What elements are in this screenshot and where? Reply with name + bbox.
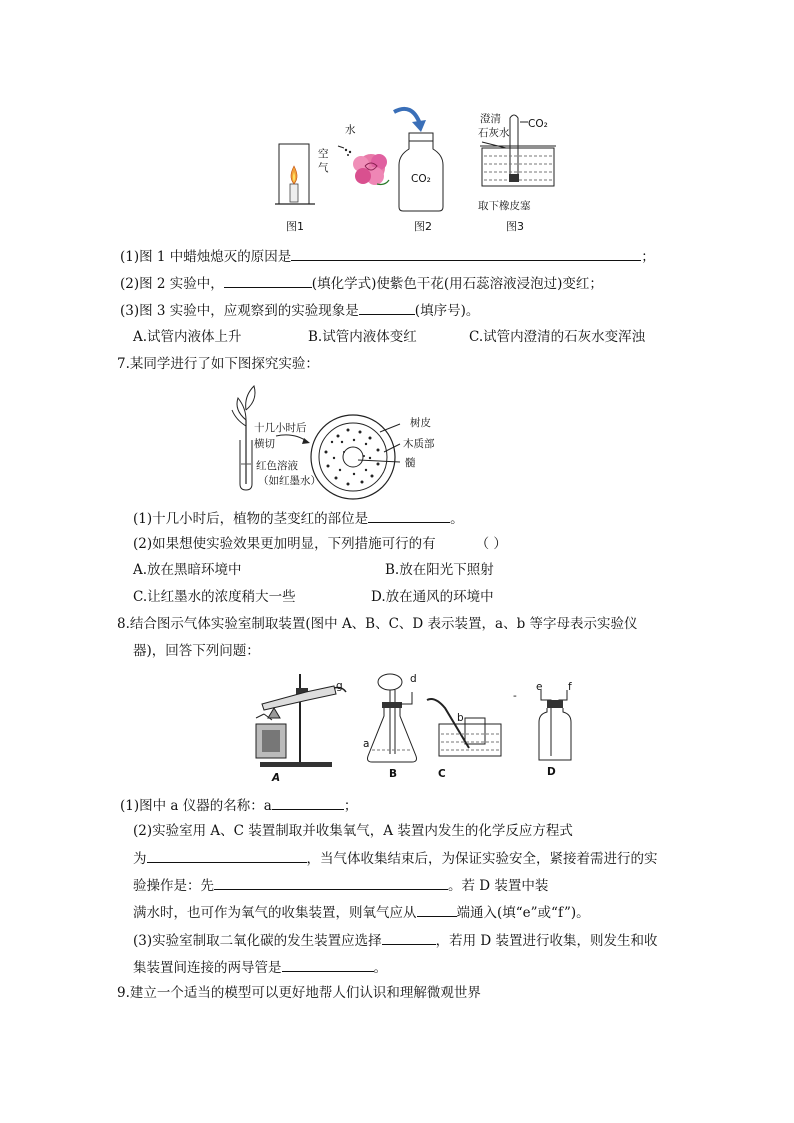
q7-part1-blank[interactable] bbox=[368, 508, 450, 523]
apparatus-label-a: a bbox=[363, 738, 370, 750]
q8-part3-line2-text-b: 。 bbox=[373, 960, 387, 976]
q8-title-line1: 8.结合图示气体实验室制取装置(图中 A、B、C、D 表示装置，a、b 等字母表示实验仪 bbox=[117, 616, 638, 632]
q6-part3 bbox=[120, 300, 479, 320]
q7-label-bark: 树皮 bbox=[410, 417, 431, 429]
q6-part1-blank[interactable] bbox=[291, 246, 641, 261]
fig3-trough-apparatus bbox=[478, 112, 558, 192]
q7-label-red-2: （如红墨水） bbox=[258, 475, 321, 487]
apparatus-label-f: f bbox=[568, 681, 572, 693]
apparatus-d-gas-washing-bottle bbox=[535, 686, 575, 766]
q7-stem-cross-section bbox=[308, 412, 398, 502]
q8-part2-line3 bbox=[133, 875, 548, 895]
apparatus-label-b: b bbox=[457, 712, 464, 724]
q7-title: 7.某同学进行了如下图探究实验： bbox=[117, 356, 319, 372]
q7-part2-answer-paren[interactable]: （ ） bbox=[475, 536, 507, 552]
q8-part2-line4 bbox=[133, 902, 590, 922]
fig3-gas-label: CO₂ bbox=[528, 118, 548, 130]
q8-part3-line2-text-a: 集装置间连接的两导管是 bbox=[133, 960, 282, 976]
q8-title-line2: 器)，回答下列问题： bbox=[133, 643, 260, 659]
q7-part1-end: 。 bbox=[450, 511, 464, 527]
fig3-stopper-label: 取下橡皮塞 bbox=[478, 200, 531, 212]
apparatus-label-c-upper: C bbox=[438, 768, 446, 780]
apparatus-label-d: d bbox=[410, 673, 417, 685]
q8-part3-line1-text-a: (3)实验室制取二氧化碳的发生装置应选择 bbox=[133, 933, 382, 949]
q8-part2-line4-text-b: 端通入(填“e”或“f”)。 bbox=[456, 905, 590, 921]
q8-part2-line4-text-a: 满水时，也可作为氧气的收集装置，则氧气应从 bbox=[133, 905, 417, 921]
apparatus-label-e: e bbox=[536, 681, 543, 693]
fig1-air-bottom: 气 bbox=[318, 162, 329, 174]
q6-option-a: A.试管内液体上升 bbox=[133, 329, 242, 345]
q6-part2-text-b: (填化学式)使紫色干花(用石蕊溶液浸泡过)变红； bbox=[311, 276, 603, 292]
apparatus-label-dash: - bbox=[513, 690, 517, 702]
q6-part3-text-b: (填序号)。 bbox=[414, 303, 480, 319]
q7-part2 bbox=[133, 535, 507, 553]
fig2-flower-icon bbox=[349, 150, 393, 190]
q6-part3-text-a: (3)图 3 实验中，应观察到的实验现象是 bbox=[120, 303, 359, 319]
q7-part1 bbox=[133, 508, 464, 528]
q8-part1 bbox=[120, 795, 357, 815]
q8-part2-line2-text-b: ，当气体收集结束后，为保证实验安全，紧接着需进行的实 bbox=[306, 851, 658, 867]
q7-option-d: D.放在通风的环境中 bbox=[371, 589, 494, 605]
q6-part1 bbox=[120, 246, 655, 266]
q6-part2-text-a: (2)图 2 实验中， bbox=[120, 276, 224, 292]
q7-label-pith: 髓 bbox=[405, 457, 416, 469]
q7-option-a: A.放在黑暗环境中 bbox=[133, 562, 242, 578]
apparatus-label-b-upper: B bbox=[389, 768, 398, 780]
apparatus-a-heating-setup bbox=[250, 668, 350, 768]
q8-part3-line1-text-b: ，若用 D 装置进行收集，则发生和收 bbox=[435, 933, 658, 949]
fig2-label: 图2 bbox=[414, 220, 432, 233]
q7-part2-text: (2)如果想使实验效果更加明显，下列措施可行的有 bbox=[133, 536, 436, 552]
q9-title: 9.建立一个适当的模型可以更好地帮人们认识和理解微观世界 bbox=[117, 985, 481, 1001]
q8-part3-line2 bbox=[133, 957, 387, 977]
q6-part1-end: ； bbox=[641, 249, 655, 265]
q6-part3-blank[interactable] bbox=[359, 300, 415, 315]
q8-operation-blank[interactable] bbox=[214, 875, 448, 890]
fig3-label: 图3 bbox=[506, 220, 524, 233]
q6-part1-text: (1)图 1 中蜡烛熄灭的原因是 bbox=[120, 249, 292, 265]
q8-generator-blank[interactable] bbox=[382, 930, 436, 945]
fig2-gas-label: CO₂ bbox=[411, 173, 431, 185]
q7-label-red-1: 红色溶液 bbox=[256, 460, 298, 472]
fig1-air-top: 空 bbox=[318, 148, 329, 160]
q8-part2-line2 bbox=[133, 848, 658, 868]
fig2-water-label: 水 bbox=[345, 124, 356, 136]
fig2-arrow-icon bbox=[390, 104, 430, 134]
q8-tubes-blank[interactable] bbox=[282, 957, 374, 972]
q8-part1-end: ； bbox=[343, 798, 358, 814]
q7-part1-text: (1)十几小时后，植物的茎变红的部位是 bbox=[133, 511, 369, 527]
q6-part2 bbox=[120, 273, 603, 293]
q8-port-blank[interactable] bbox=[417, 902, 457, 917]
fig3-lime-top: 澄清 bbox=[480, 113, 501, 125]
apparatus-label-a-upper: A bbox=[272, 772, 281, 784]
q6-option-b: B.试管内液体变红 bbox=[308, 329, 417, 345]
q8-part3-line1 bbox=[133, 930, 658, 950]
q7-option-b: B.放在阳光下照射 bbox=[385, 562, 494, 578]
q8-part2-line3-text-b: 。若 D 装置中装 bbox=[448, 878, 549, 894]
apparatus-label-g: g bbox=[336, 680, 343, 692]
q7-label-cut: 横切 bbox=[254, 438, 275, 450]
q8-equation-blank[interactable] bbox=[147, 848, 307, 863]
fig1-label: 图1 bbox=[286, 220, 304, 233]
q8-part2-line2-text-a: 为 bbox=[133, 851, 147, 867]
q7-label-hours: 十几小时后 bbox=[254, 422, 307, 434]
apparatus-c-water-trough bbox=[425, 694, 505, 764]
q8-part1-blank[interactable] bbox=[272, 795, 344, 810]
apparatus-label-d-upper: D bbox=[547, 766, 556, 778]
apparatus-b-flask-funnel bbox=[362, 672, 422, 772]
q6-part2-blank[interactable] bbox=[224, 273, 312, 288]
fig3-lime-bottom: 石灰水 bbox=[478, 127, 510, 139]
q6-option-c: C.试管内澄清的石灰水变浑浊 bbox=[469, 329, 646, 345]
q8-part1-text: (1)图中 a 仪器的名称：a bbox=[120, 798, 272, 814]
q7-option-c: C.让红墨水的浓度稍大一些 bbox=[133, 589, 296, 605]
q8-part2-line1: (2)实验室用 A、C 装置制取并收集氧气，A 装置内发生的化学反应方程式 bbox=[133, 823, 573, 839]
q8-part2-line3-text-a: 验操作是：先 bbox=[133, 878, 214, 894]
q7-label-xylem: 木质部 bbox=[403, 438, 435, 450]
